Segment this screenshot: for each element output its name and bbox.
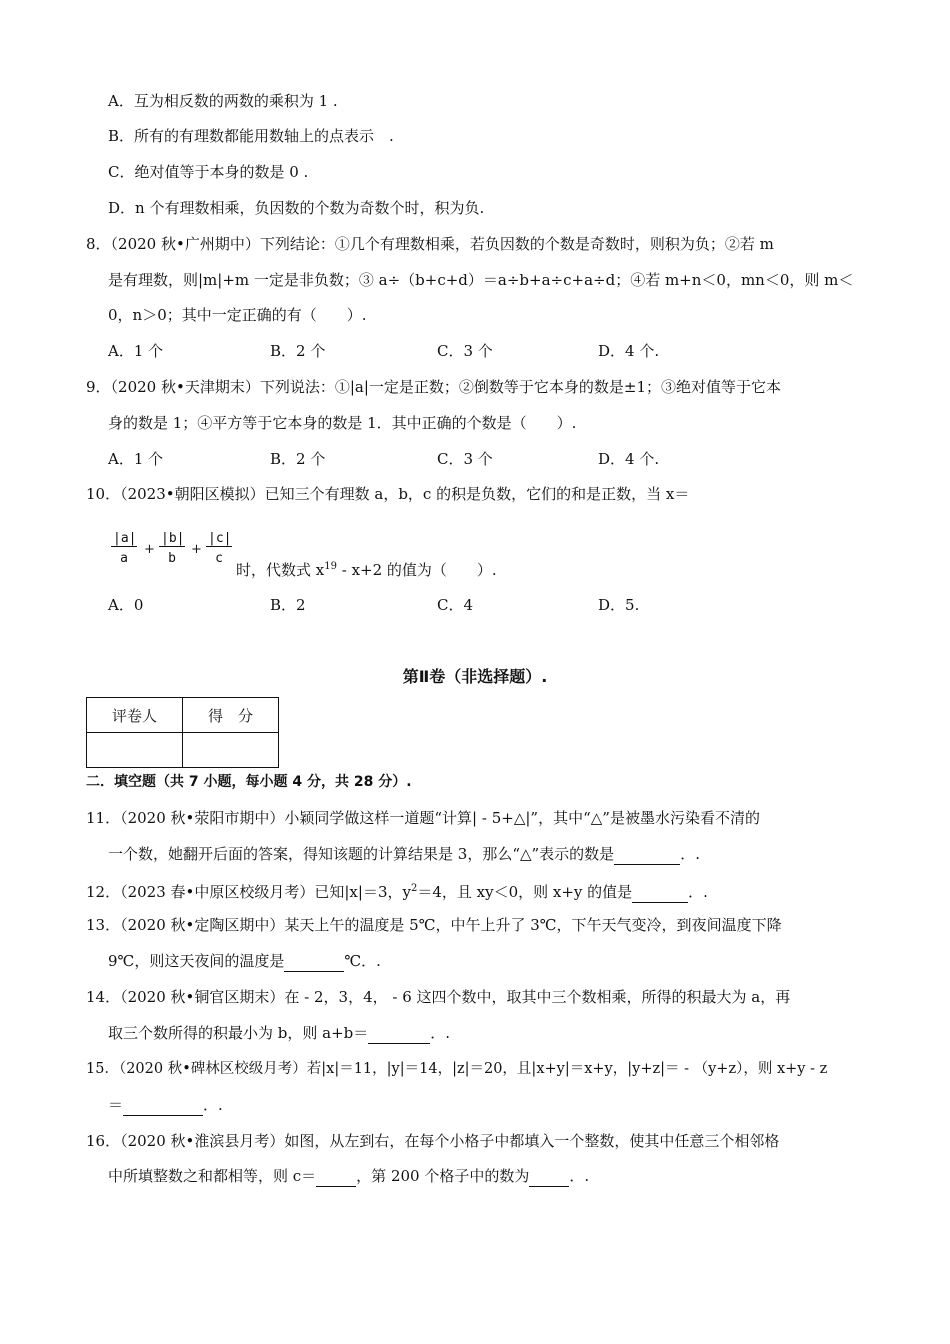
q15-answer-blank[interactable] <box>123 1095 203 1116</box>
q10-fraction-a <box>111 531 137 566</box>
q13-stem-line1: 13．（2020 秋•定陶区期中）某天上午的温度是 5℃，中午上升了 3℃，下午天气变冷，到夜间温度下降 <box>86 916 782 934</box>
q12-text-b: ＝4，且 xy＜0，则 x+y 的值是 <box>417 883 633 901</box>
q8-stem-line1: 8．（2020 秋•广州期中）下列结论：①几个有理数相乘，若负因数的个数是奇数时，则积为负；②若 m <box>86 235 774 253</box>
q10-option-d: D．5. <box>598 596 640 614</box>
q14-line2-text: 取三个数所得的积最小为 b，则 a+b＝ <box>108 1024 369 1042</box>
q9-option-d: D．4 个. <box>598 450 660 468</box>
q10-fraction-a-num: |a| <box>113 531 137 546</box>
q13-stem-line2 <box>108 951 381 972</box>
q14-answer-blank[interactable] <box>368 1023 430 1044</box>
section-heading: 二．填空题（共 7 小题，每小题 4 分，共 28 分）. <box>86 774 412 790</box>
q10-stem-line1: 10．（2023•朝阳区模拟）已知三个有理数 a，b，c 的积是负数，它们的和是正数，当 x＝ <box>86 485 690 503</box>
q9-option-b: B．2 个 <box>270 450 326 468</box>
q8-option-b: B．2 个 <box>270 342 326 360</box>
q8-stem-line3: 0，n＞0；其中一定正确的有（ ）. <box>108 306 367 324</box>
q11-stem-line1: 11．（2020 秋•荥阳市期中）小颖同学做这样一道题“计算| - 5+△|”，其中“△”是被墨水污染看不清的 <box>86 809 760 827</box>
q10-fraction-b <box>159 531 185 566</box>
score-cell[interactable] <box>183 733 279 768</box>
q15-line2-text: ＝ <box>108 1096 124 1114</box>
q15-tail: ．. <box>203 1096 223 1114</box>
q9-option-c: C．3 个 <box>437 450 493 468</box>
q16-answer-blank-c[interactable] <box>316 1166 356 1187</box>
q9-option-a: A．1 个 <box>108 450 164 468</box>
q12-stem <box>86 879 708 903</box>
q16-stem-line2 <box>108 1166 589 1187</box>
part2-title: 第Ⅱ卷（非选择题）. <box>402 667 548 686</box>
q10-fraction-c-num: |c| <box>208 531 232 546</box>
q8-option-c: C．3 个 <box>437 342 493 360</box>
q13-tail: ℃．. <box>344 952 381 970</box>
q9-stem-line2: 身的数是 1；④平方等于它本身的数是 1．其中正确的个数是（ ）. <box>108 414 577 432</box>
q11-tail: ．. <box>680 845 700 863</box>
q8-option-a: A．1 个 <box>108 342 164 360</box>
q12-exponent: 2 <box>410 883 418 894</box>
q10-option-b: B．2 <box>270 596 306 614</box>
q16-line2-text: 中所填整数之和都相等，则 c＝ <box>108 1167 317 1185</box>
q7-option-d: D．n 个有理数相乘，负因数的个数为奇数个时，积为负. <box>108 199 485 217</box>
q11-line2-text: 一个数，她翻开后面的答案，得知该题的计算结果是 3，那么“△”表示的数是 <box>108 845 615 863</box>
q7-option-a: A．互为相反数的两数的乘积为 1 . <box>108 92 338 110</box>
q15-stem-line1: 15．（2020 秋•碑林区校级月考）若|x|＝11，|y|＝14，|z|＝20，且|x+y|＝x+y，|y+z|＝ - （y+z），则 x+y - z <box>86 1061 828 1077</box>
q16-answer-blank-200[interactable] <box>529 1166 569 1187</box>
q16-mid: ，第 200 个格子中的数为 <box>356 1167 530 1185</box>
q10-option-a: A．0 <box>108 596 144 614</box>
q9-stem-line1: 9．（2020 秋•天津期末）下列说法：①|a|一定是正数；②倒数等于它本身的数是±1；③绝对值等于它本 <box>86 378 781 396</box>
q14-stem-line1: 14．（2020 秋•铜官区期末）在 - 2，3，4， - 6 这四个数中，取其中三个数相乘，所得的积最大为 a，再 <box>86 988 791 1006</box>
q14-stem-line2 <box>108 1023 450 1044</box>
q10-option-c: C．4 <box>437 596 474 614</box>
q10-fraction-a-den: a <box>120 551 128 566</box>
q13-answer-blank[interactable] <box>284 951 344 972</box>
grader-cell[interactable] <box>87 733 183 768</box>
grader-header: 评卷人 <box>87 698 183 733</box>
q12-tail: ．. <box>688 883 708 901</box>
q12-answer-blank[interactable] <box>632 882 688 903</box>
q10-stem-line2 <box>236 557 497 580</box>
q10-fraction-b-num: |b| <box>161 531 185 546</box>
q10-plus-1: + <box>144 542 155 557</box>
q16-stem-line1: 16．（2020 秋•淮滨县月考）如图，从左到右，在每个小格子中都填入一个整数，使其中任意三个相邻格 <box>86 1132 780 1150</box>
q15-stem-line2 <box>108 1095 223 1116</box>
q12-text-a: 12．（2023 春•中原区校级月考）已知|x|＝3，y <box>86 883 411 901</box>
q10-line2-prefix: 时，代数式 x <box>236 561 325 579</box>
score-header: 得 分 <box>183 698 279 733</box>
grader-table <box>86 697 279 768</box>
q10-line2-suffix: - x+2 的值为（ ）. <box>336 561 497 579</box>
q13-line2-text: 9℃，则这天夜间的温度是 <box>108 952 285 970</box>
q7-option-b: B．所有的有理数都能用数轴上的点表示 . <box>108 127 394 145</box>
q10-fraction-b-den: b <box>168 551 176 566</box>
q8-option-d: D．4 个. <box>598 342 660 360</box>
q8-stem-line2: 是有理数，则|m|+m 一定是非负数；③ a÷（b+c+d）＝a÷b+a÷c+a÷d；④若 m+n＜0，mn＜0，则 m＜ <box>108 271 854 289</box>
q14-tail: ．. <box>430 1024 451 1042</box>
q10-exponent: 19 <box>324 561 337 572</box>
q10-fraction-c <box>206 531 232 566</box>
q11-answer-blank[interactable] <box>614 844 680 865</box>
q10-fraction-c-den: c <box>215 551 223 566</box>
q16-tail: ．. <box>569 1167 590 1185</box>
q7-option-c: C．绝对值等于本身的数是 0 . <box>108 163 309 181</box>
q11-stem-line2 <box>108 844 700 865</box>
q10-plus-2: + <box>191 542 202 557</box>
